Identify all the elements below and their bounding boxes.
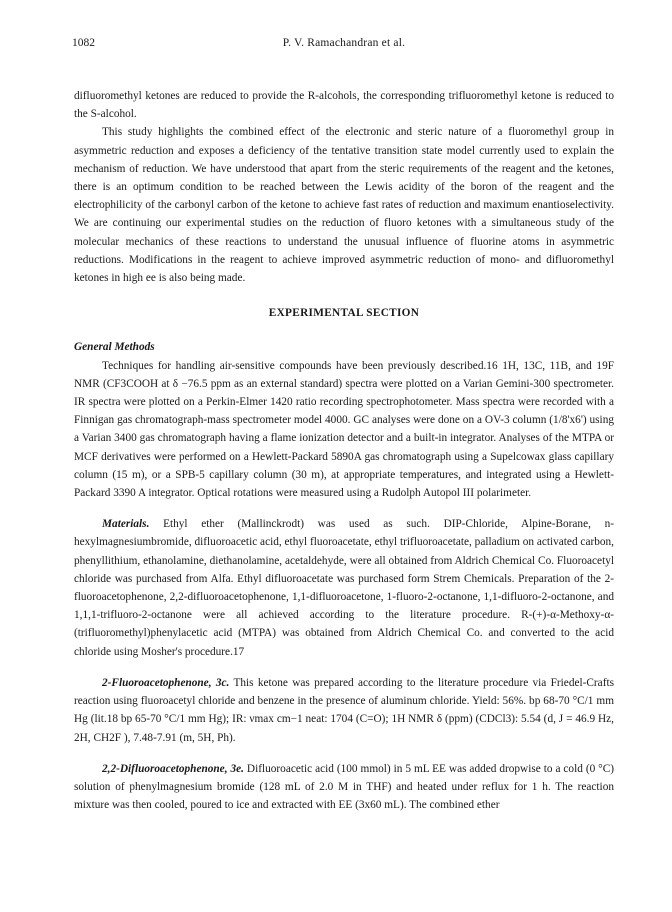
fluoroacetophenone-paragraph [74, 674, 614, 747]
difluoroacetophenone-heading: 2,2-Difluoroacetophenone, 3e. [102, 762, 244, 775]
general-methods-heading: General Methods [74, 341, 155, 354]
section-title: EXPERIMENTAL SECTION [268, 307, 420, 320]
fluoroacetophenone-text: This ketone was prepared according to the literature procedure via Friedel-Crafts reaction using fluoroacetyl chloride and benzene in the presence of aluminum chloride. Yield: 56%. bp 68-70 °C/1 mm Hg (lit.18 bp 65-70 °C/1 mm Hg); IR: νmax cm−1 neat: 1704 (C=O); 1H NMR δ (ppm) (CDCl3): 5.54 (d, J = 46.9 Hz, 2H, CH2F ), 7.48-7.91 (m, 5H, Ph). [74, 676, 614, 744]
page-header [74, 34, 614, 54]
materials-heading: Materials. [102, 518, 150, 531]
general-methods-text: Techniques for handling air-sensitive compounds have been previously described.16 1H, 13C, 11B, and 19F NMR (CF3COOH at δ −76.5 ppm as an external standard) spectra were plotted on a Varian Gemini-300 spectrometer. IR spectra were plotted on a Perkin-Elmer 1420 ratio recording spectrophotometer. Mass spectra were recorded with a Finnigan gas chromatograph-mass spectrometer model 4000. GC analyses were done on a OV-3 column (1/8'x6') using a Varian 3400 gas chromatograph having a flame ionization detector and a built-in integrator. Analyses of the MTPA or MCF derivatives were performed on a Hewlett-Packard 5890A gas chromatograph using a Supelcowax glass capillary column (15 m), or a SPB-5 capillary column (30 m), at appropriate temperatures, and integrated using a Hewlett-Packard 3390 A integrator. Optical rotations were measured using a Rudolph Autopol III polarimeter. [74, 359, 614, 500]
materials-paragraph [74, 515, 614, 661]
difluoroacetophenone-paragraph [74, 760, 614, 815]
paragraph-study-highlights: This study highlights the combined effect of the electronic and steric nature of a fluoromethyl group in asymmetric reduction and exposes a deficiency of the tentative transition state model currently used to explain the mechanism of reduction. We have understood that apart from the steric requirements of the reagent and the ketones, there is an optimum condition to be reached between the Lewis acidity of the boron of the reagent and the electrophilicity of the carbonyl carbon of the ketone to achieve fast rates of reduction and maximum enantioselectivity. We are continuing our experimental studies on the reduction of fluoro ketones with a simultaneous study of the molecular mechanics of these reactions to understand the unusual influence of fluorine atoms in asymmetric reductions. Modifications in the reagent to achieve improved asymmetric reduction of mono- and difluoromethyl ketones in high ee is also being made. [74, 126, 614, 285]
page-number: 1082 [72, 37, 95, 49]
materials-text: Ethyl ether (Mallinckrodt) was used as such. DIP-Chloride, Alpine-Borane, n-hexylmagnesiumbromide, difluoroacetic acid, ethyl fluoroacetate, ethyl trifluoroacetate, palladium on activated carbon, phenyllithium, ethanolamine, diethanolamine, acetaldehyde, were all obtained from Aldrich Chemical Co. Fluoroacetyl chloride was purchased from Alfa. Ethyl difluoroacetate was purchased form Strem Chemicals. Preparation of the 2-fluoroacetophenone, 2,2-difluoroacetophenone, 1,1-difluoroacetone, 1-fluoro-2-octanone, 1,1-difluoro-2-octanone, and 1,1,1-trifluoro-2-octanone were all achieved according to the literature procedure. R-(+)-α-Methoxy-α-(trifluoromethyl)phenylacetic acid (MTPA) was obtained from Aldrich Chemical Co. and converted to the acid chloride using Mosher's procedure.17 [74, 518, 615, 658]
fluoroacetophenone-heading: 2-Fluoroacetophenone, 3c. [102, 676, 230, 689]
paragraph-continuation: difluoromethyl ketones are reduced to provide the R-alcohols, the corresponding trifluoromethyl ketone is reduced to the S-alcohol. [74, 90, 614, 121]
difluoroacetophenone-text: Difluoroacetic acid (100 mmol) in 5 mL EE was added dropwise to a cold (0 °C) solution of phenylmagnesium bromide (128 mL of 2.0 M in THF) and heated under reflux for 1 h. The reaction mixture was then cooled, poured to ice and extracted with EE (3x60 mL). The combined ether [74, 762, 614, 812]
running-head: P. V. Ramachandran et al. [282, 37, 406, 49]
